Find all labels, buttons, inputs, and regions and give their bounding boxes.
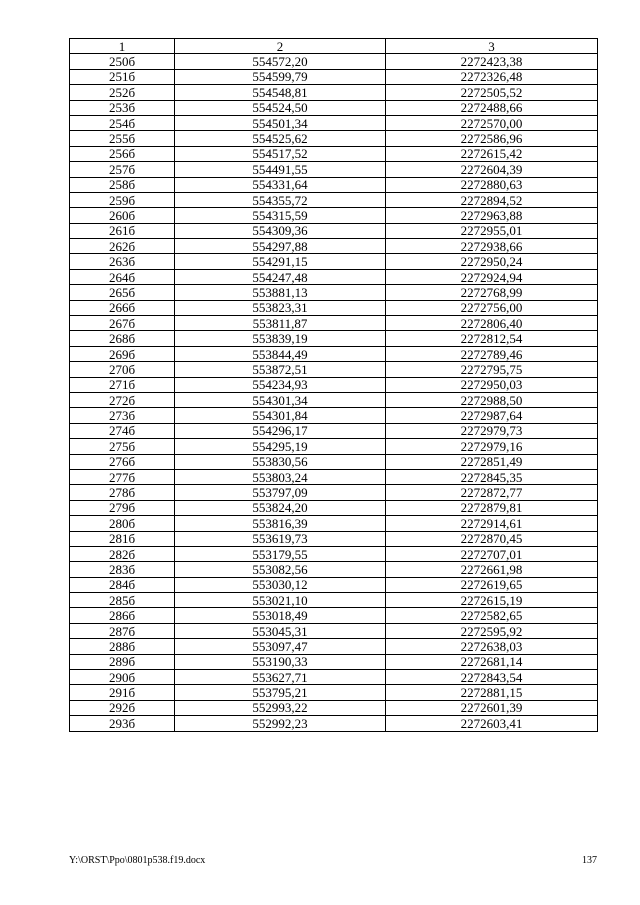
x-coordinate-cell: 554501,34 [175, 115, 386, 130]
x-coordinate-cell: 553619,73 [175, 531, 386, 546]
point-id-cell: 287б [70, 623, 175, 638]
y-coordinate-cell: 2272615,42 [386, 146, 598, 161]
x-coordinate-cell: 553021,10 [175, 593, 386, 608]
x-coordinate-cell: 553803,24 [175, 469, 386, 484]
table-row [70, 131, 598, 146]
y-coordinate-cell: 2272707,01 [386, 546, 598, 561]
x-coordinate-cell: 554517,52 [175, 146, 386, 161]
y-coordinate-cell: 2272979,16 [386, 439, 598, 454]
point-id-cell: 271б [70, 377, 175, 392]
table-row [70, 85, 598, 100]
column-header-1: 1 [70, 39, 175, 54]
point-id-cell: 289б [70, 654, 175, 669]
point-id-cell: 273б [70, 408, 175, 423]
table-row [70, 546, 598, 561]
table-row [70, 192, 598, 207]
x-coordinate-cell: 553627,71 [175, 670, 386, 685]
table-body [70, 54, 598, 731]
x-coordinate-cell: 554524,50 [175, 100, 386, 115]
y-coordinate-cell: 2272756,00 [386, 300, 598, 315]
y-coordinate-cell: 2272851,49 [386, 454, 598, 469]
x-coordinate-cell: 554301,34 [175, 392, 386, 407]
table-row [70, 285, 598, 300]
table-row [70, 608, 598, 623]
point-id-cell: 256б [70, 146, 175, 161]
point-id-cell: 267б [70, 316, 175, 331]
table-row [70, 100, 598, 115]
y-coordinate-cell: 2272806,40 [386, 316, 598, 331]
point-id-cell: 283б [70, 562, 175, 577]
x-coordinate-cell: 553082,56 [175, 562, 386, 577]
y-coordinate-cell: 2272880,63 [386, 177, 598, 192]
x-coordinate-cell: 553872,51 [175, 362, 386, 377]
y-coordinate-cell: 2272681,14 [386, 654, 598, 669]
table-row [70, 177, 598, 192]
x-coordinate-cell: 554572,20 [175, 54, 386, 69]
x-coordinate-cell: 553839,19 [175, 331, 386, 346]
y-coordinate-cell: 2272638,03 [386, 639, 598, 654]
y-coordinate-cell: 2272894,52 [386, 192, 598, 207]
x-coordinate-cell: 553811,87 [175, 316, 386, 331]
table-row [70, 331, 598, 346]
x-coordinate-cell: 552992,23 [175, 716, 386, 731]
x-coordinate-cell: 554309,36 [175, 223, 386, 238]
point-id-cell: 268б [70, 331, 175, 346]
table-row [70, 423, 598, 438]
y-coordinate-cell: 2272595,92 [386, 623, 598, 638]
column-header-2: 2 [175, 39, 386, 54]
y-coordinate-cell: 2272423,38 [386, 54, 598, 69]
point-id-cell: 255б [70, 131, 175, 146]
point-id-cell: 252б [70, 85, 175, 100]
y-coordinate-cell: 2272879,81 [386, 500, 598, 515]
point-id-cell: 276б [70, 454, 175, 469]
x-coordinate-cell: 553824,20 [175, 500, 386, 515]
table-row [70, 254, 598, 269]
y-coordinate-cell: 2272955,01 [386, 223, 598, 238]
point-id-cell: 253б [70, 100, 175, 115]
x-coordinate-cell: 553816,39 [175, 516, 386, 531]
table-row [70, 485, 598, 500]
point-id-cell: 274б [70, 423, 175, 438]
y-coordinate-cell: 2272950,03 [386, 377, 598, 392]
point-id-cell: 279б [70, 500, 175, 515]
x-coordinate-cell: 553844,49 [175, 346, 386, 361]
point-id-cell: 262б [70, 239, 175, 254]
table-row [70, 223, 598, 238]
point-id-cell: 286б [70, 608, 175, 623]
x-coordinate-cell: 554296,17 [175, 423, 386, 438]
x-coordinate-cell: 553018,49 [175, 608, 386, 623]
column-header-3: 3 [386, 39, 598, 54]
x-coordinate-cell: 553830,56 [175, 454, 386, 469]
point-id-cell: 285б [70, 593, 175, 608]
point-id-cell: 260б [70, 208, 175, 223]
x-coordinate-cell: 554301,84 [175, 408, 386, 423]
point-id-cell: 251б [70, 69, 175, 84]
point-id-cell: 270б [70, 362, 175, 377]
point-id-cell: 275б [70, 439, 175, 454]
point-id-cell: 261б [70, 223, 175, 238]
x-coordinate-cell: 553881,13 [175, 285, 386, 300]
page-number: 137 [582, 855, 597, 866]
table-row [70, 500, 598, 515]
x-coordinate-cell: 554297,88 [175, 239, 386, 254]
table-row [70, 685, 598, 700]
point-id-cell: 263б [70, 254, 175, 269]
x-coordinate-cell: 553179,55 [175, 546, 386, 561]
table-row [70, 654, 598, 669]
x-coordinate-cell: 554599,79 [175, 69, 386, 84]
table-row [70, 469, 598, 484]
table-row [70, 670, 598, 685]
table-row [70, 700, 598, 715]
point-id-cell: 266б [70, 300, 175, 315]
x-coordinate-cell: 554295,19 [175, 439, 386, 454]
y-coordinate-cell: 2272505,52 [386, 85, 598, 100]
x-coordinate-cell: 553795,21 [175, 685, 386, 700]
y-coordinate-cell: 2272870,45 [386, 531, 598, 546]
y-coordinate-cell: 2272582,65 [386, 608, 598, 623]
point-id-cell: 281б [70, 531, 175, 546]
table-row [70, 346, 598, 361]
y-coordinate-cell: 2272845,35 [386, 469, 598, 484]
y-coordinate-cell: 2272843,54 [386, 670, 598, 685]
point-id-cell: 291б [70, 685, 175, 700]
y-coordinate-cell: 2272768,99 [386, 285, 598, 300]
point-id-cell: 293б [70, 716, 175, 731]
table-row [70, 439, 598, 454]
table-row [70, 516, 598, 531]
y-coordinate-cell: 2272789,46 [386, 346, 598, 361]
table-row [70, 408, 598, 423]
y-coordinate-cell: 2272963,88 [386, 208, 598, 223]
table-row [70, 162, 598, 177]
y-coordinate-cell: 2272938,66 [386, 239, 598, 254]
y-coordinate-cell: 2272619,65 [386, 577, 598, 592]
y-coordinate-cell: 2272615,19 [386, 593, 598, 608]
point-id-cell: 254б [70, 115, 175, 130]
point-id-cell: 250б [70, 54, 175, 69]
y-coordinate-cell: 2272795,75 [386, 362, 598, 377]
y-coordinate-cell: 2272586,96 [386, 131, 598, 146]
x-coordinate-cell: 553823,31 [175, 300, 386, 315]
point-id-cell: 257б [70, 162, 175, 177]
y-coordinate-cell: 2272326,48 [386, 69, 598, 84]
table-row [70, 377, 598, 392]
y-coordinate-cell: 2272950,24 [386, 254, 598, 269]
point-id-cell: 288б [70, 639, 175, 654]
point-id-cell: 272б [70, 392, 175, 407]
y-coordinate-cell: 2272872,77 [386, 485, 598, 500]
y-coordinate-cell: 2272661,98 [386, 562, 598, 577]
x-coordinate-cell: 553190,33 [175, 654, 386, 669]
table-row [70, 531, 598, 546]
x-coordinate-cell: 554331,64 [175, 177, 386, 192]
x-coordinate-cell: 554315,59 [175, 208, 386, 223]
table-row [70, 623, 598, 638]
point-id-cell: 265б [70, 285, 175, 300]
point-id-cell: 269б [70, 346, 175, 361]
x-coordinate-cell: 554247,48 [175, 269, 386, 284]
table-row [70, 593, 598, 608]
y-coordinate-cell: 2272604,39 [386, 162, 598, 177]
point-id-cell: 284б [70, 577, 175, 592]
y-coordinate-cell: 2272601,39 [386, 700, 598, 715]
point-id-cell: 259б [70, 192, 175, 207]
y-coordinate-cell: 2272924,94 [386, 269, 598, 284]
point-id-cell: 278б [70, 485, 175, 500]
table-row [70, 146, 598, 161]
x-coordinate-cell: 554291,15 [175, 254, 386, 269]
table-row [70, 115, 598, 130]
x-coordinate-cell: 553045,31 [175, 623, 386, 638]
x-coordinate-cell: 554234,93 [175, 377, 386, 392]
x-coordinate-cell: 552993,22 [175, 700, 386, 715]
point-id-cell: 258б [70, 177, 175, 192]
x-coordinate-cell: 554355,72 [175, 192, 386, 207]
table-row [70, 54, 598, 69]
point-id-cell: 282б [70, 546, 175, 561]
table-row [70, 454, 598, 469]
x-coordinate-cell: 554491,55 [175, 162, 386, 177]
x-coordinate-cell: 553097,47 [175, 639, 386, 654]
coordinates-table [69, 38, 598, 732]
table-row [70, 716, 598, 731]
y-coordinate-cell: 2272988,50 [386, 392, 598, 407]
y-coordinate-cell: 2272488,66 [386, 100, 598, 115]
table-row [70, 208, 598, 223]
table-row [70, 69, 598, 84]
table-header-row [70, 39, 598, 54]
y-coordinate-cell: 2272570,00 [386, 115, 598, 130]
x-coordinate-cell: 554525,62 [175, 131, 386, 146]
table-row [70, 562, 598, 577]
y-coordinate-cell: 2272914,61 [386, 516, 598, 531]
table-row [70, 639, 598, 654]
point-id-cell: 280б [70, 516, 175, 531]
table-row [70, 269, 598, 284]
table-row [70, 300, 598, 315]
table-row [70, 577, 598, 592]
y-coordinate-cell: 2272812,54 [386, 331, 598, 346]
y-coordinate-cell: 2272881,15 [386, 685, 598, 700]
point-id-cell: 264б [70, 269, 175, 284]
point-id-cell: 292б [70, 700, 175, 715]
point-id-cell: 277б [70, 469, 175, 484]
table-row [70, 362, 598, 377]
x-coordinate-cell: 554548,81 [175, 85, 386, 100]
x-coordinate-cell: 553797,09 [175, 485, 386, 500]
x-coordinate-cell: 553030,12 [175, 577, 386, 592]
point-id-cell: 290б [70, 670, 175, 685]
y-coordinate-cell: 2272987,64 [386, 408, 598, 423]
table-row [70, 392, 598, 407]
table-row [70, 316, 598, 331]
y-coordinate-cell: 2272979,73 [386, 423, 598, 438]
footer-file-path: Y:\ORST\Ppo\0801p538.f19.docx [69, 855, 206, 866]
table-row [70, 239, 598, 254]
y-coordinate-cell: 2272603,41 [386, 716, 598, 731]
